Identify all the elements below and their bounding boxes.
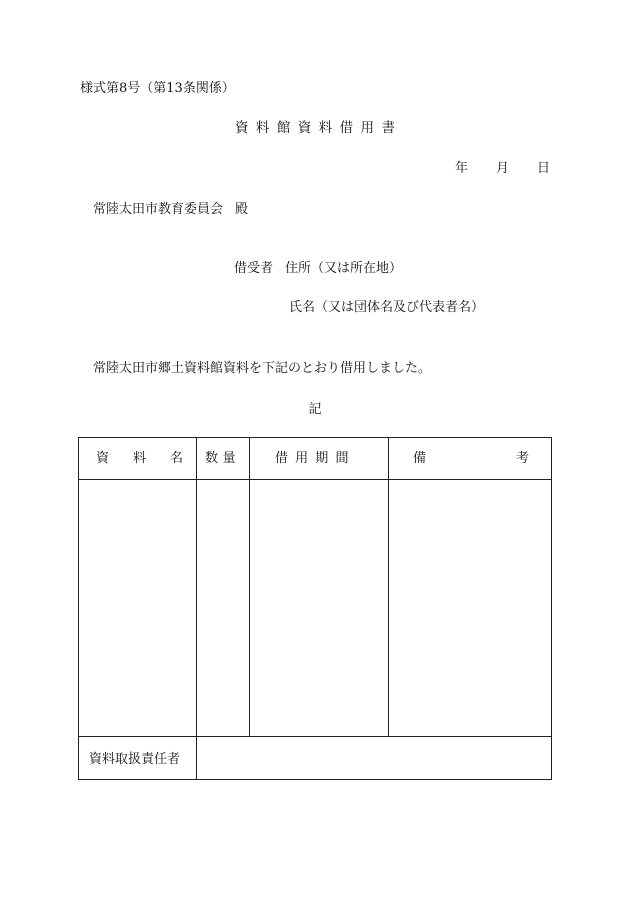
header-material-char-3: 名: [170, 451, 184, 466]
column-divider-2: [249, 438, 250, 736]
header-material-char-1: 資: [96, 451, 110, 466]
form-number: 様式第8号（第13条関係）: [80, 81, 235, 96]
borrower-address-line: [234, 262, 402, 275]
addressee-name: 常陸太田市教育委員会: [93, 202, 224, 217]
manager-label: 資料取扱責任者: [89, 752, 181, 767]
date-month-label: 月: [496, 161, 510, 176]
addressee-honorific: 殿: [235, 202, 249, 217]
header-material-char-2: 料: [133, 451, 147, 466]
column-divider-3: [388, 438, 389, 736]
column-divider-1: [196, 438, 197, 736]
date-year-label: 年: [455, 161, 469, 176]
header-remarks-char-2: 考: [516, 451, 530, 466]
statement-text: 常陸太田市郷土資料館資料を下記のとおり借用しました。: [93, 361, 432, 376]
borrower-name-label: 氏名（又は団体名及び代表者名）: [289, 300, 485, 315]
header-divider: [79, 479, 551, 480]
loan-table: [78, 437, 552, 780]
borrower-label: 借受者: [234, 261, 274, 276]
ki-heading: 記: [308, 402, 322, 417]
header-material-name: [96, 452, 183, 465]
manager-row-column-divider: [196, 736, 197, 779]
header-quantity: 数量: [205, 451, 241, 466]
date-day-label: 日: [537, 161, 551, 176]
header-remarks-char-1: 備: [413, 451, 427, 466]
date-line: [455, 162, 550, 175]
addressee: [93, 203, 248, 216]
header-period: 借用期間: [275, 451, 356, 466]
document-title: 資料館資料借用書: [235, 120, 403, 136]
borrower-address-label: 住所（又は所在地）: [285, 261, 403, 276]
manager-row-divider: [79, 736, 551, 737]
